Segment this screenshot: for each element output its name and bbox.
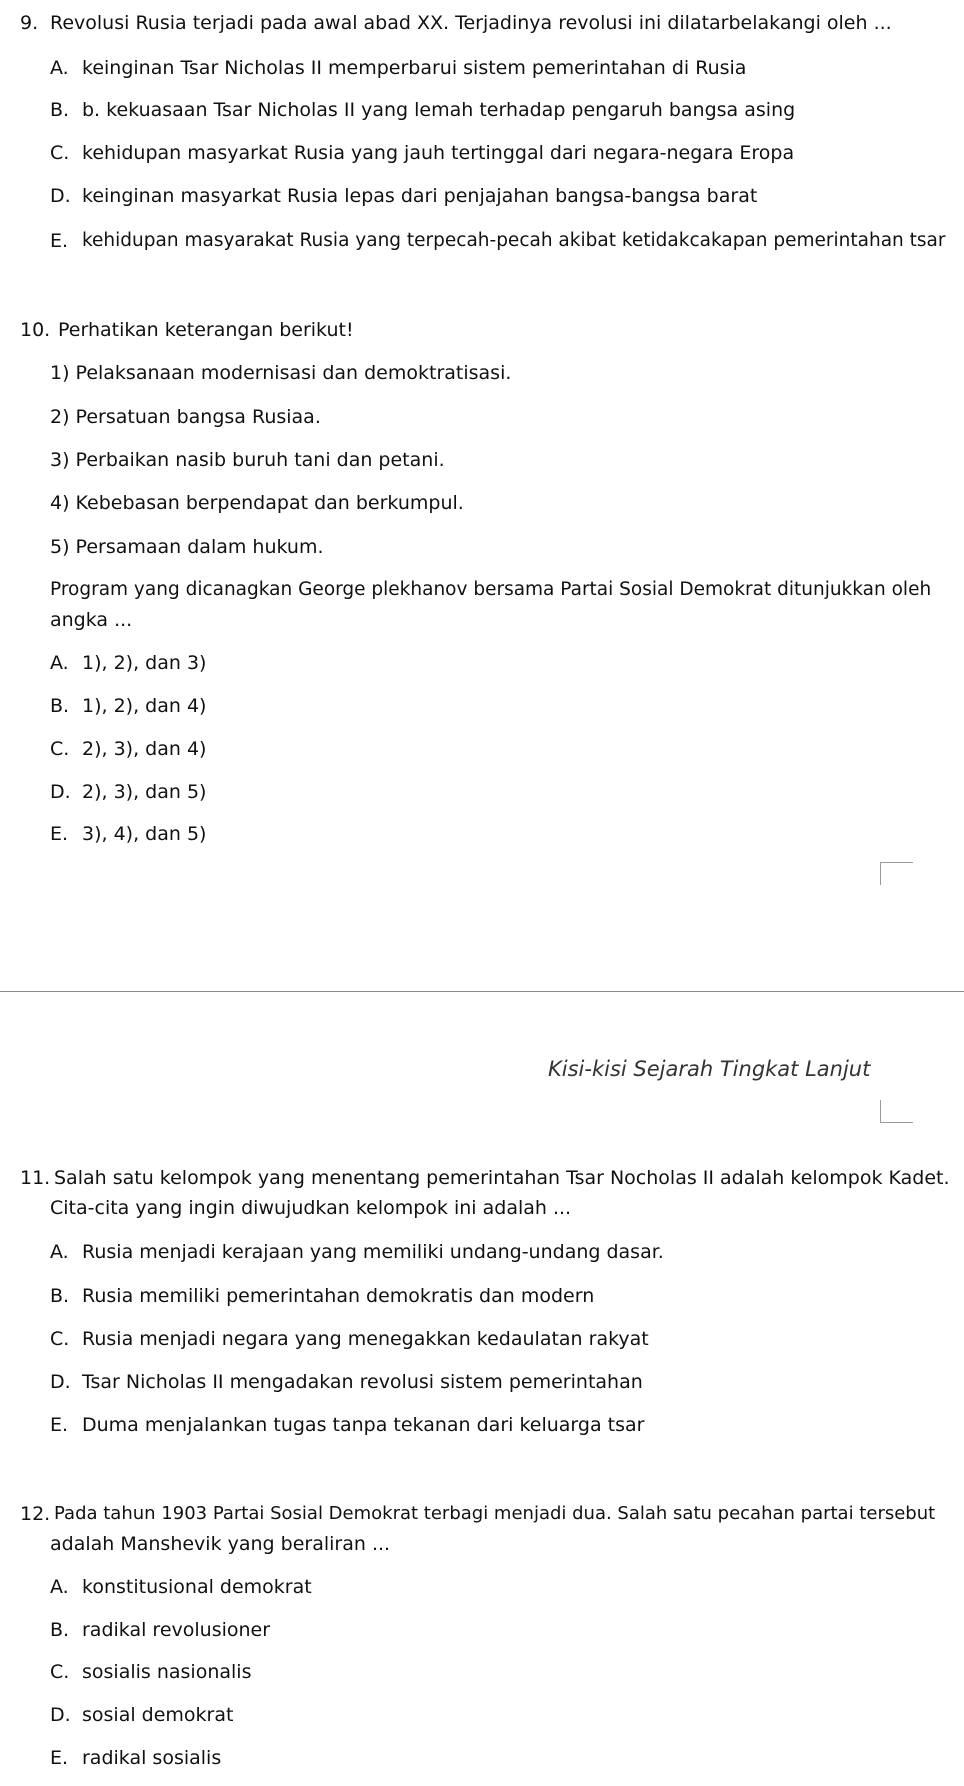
page-corner-mark-bottom (880, 1100, 913, 1123)
option-letter: D. (50, 185, 71, 207)
option-letter: E. (50, 1747, 69, 1769)
option-text: b. kekuasaan Tsar Nicholas II yang lemah terhadap pengaruh bangsa asing (82, 99, 796, 121)
question-stem: Salah satu kelompok yang menentang pemerintahan Tsar Nocholas II adalah kelompok Kadet. (54, 1167, 950, 1189)
option-letter: E. (50, 823, 69, 845)
option-text: sosialis nasionalis (82, 1661, 252, 1683)
option-letter: D. (50, 781, 71, 803)
question-stem: Revolusi Rusia terjadi pada awal abad XX. Terjadinya revolusi ini dilatarbelakangi oleh ... (50, 12, 892, 34)
statement-item: 2) Persatuan bangsa Rusiaa. (50, 406, 321, 428)
option-text: kehidupan masyarakat Rusia yang terpecah-pecah akibat ketidakcakapan pemerintahan tsar (82, 230, 946, 251)
question-stem: Perhatikan keterangan berikut! (58, 319, 354, 341)
page-header: Kisi-kisi Sejarah Tingkat Lanjut (548, 1057, 871, 1081)
question-stem: Pada tahun 1903 Partai Sosial Demokrat terbagi menjadi dua. Salah satu pecahan partai tersebut (54, 1503, 936, 1524)
option-text: kehidupan masyarkat Rusia yang jauh tertinggal dari negara-negara Eropa (82, 142, 795, 164)
option-text: 1), 2), dan 4) (82, 695, 207, 717)
page-divider (0, 991, 964, 992)
option-text: Rusia menjadi negara yang menegakkan kedaulatan rakyat (82, 1328, 649, 1350)
option-letter: E. (50, 230, 69, 252)
question-text: angka ... (50, 609, 133, 631)
option-letter: D. (50, 1371, 71, 1393)
option-letter: B. (50, 1285, 70, 1307)
statement-item: 3) Perbaikan nasib buruh tani dan petani. (50, 449, 445, 471)
option-letter: E. (50, 1414, 69, 1436)
option-text: 1), 2), dan 3) (82, 652, 207, 674)
option-letter: A. (50, 1576, 69, 1598)
option-letter: C. (50, 142, 70, 164)
question-number: 11. (20, 1167, 51, 1189)
option-text: 2), 3), dan 4) (82, 738, 207, 760)
question-text: Program yang dicanagkan George plekhanov bersama Partai Sosial Demokrat ditunjukkan oleh (50, 579, 932, 600)
option-text: keinginan masyarkat Rusia lepas dari penjajahan bangsa-bangsa barat (82, 185, 758, 207)
option-text: radikal sosialis (82, 1747, 222, 1769)
option-letter: C. (50, 1328, 70, 1350)
option-letter: B. (50, 1619, 70, 1641)
option-text: 3), 4), dan 5) (82, 823, 207, 845)
option-text: radikal revolusioner (82, 1619, 271, 1641)
option-text: 2), 3), dan 5) (82, 781, 207, 803)
option-text: Duma menjalankan tugas tanpa tekanan dari keluarga tsar (82, 1414, 645, 1436)
option-letter: A. (50, 652, 69, 674)
option-text: konstitusional demokrat (82, 1576, 312, 1598)
question-number: 9. (20, 12, 39, 34)
option-text: keinginan Tsar Nicholas II memperbarui sistem pemerintahan di Rusia (82, 57, 747, 79)
option-letter: C. (50, 738, 70, 760)
question-number: 10. (20, 319, 51, 341)
option-letter: B. (50, 99, 70, 121)
option-letter: A. (50, 57, 69, 79)
question-number: 12. (20, 1503, 51, 1525)
option-text: Tsar Nicholas II mengadakan revolusi sistem pemerintahan (82, 1371, 643, 1393)
option-letter: A. (50, 1241, 69, 1263)
question-stem: Cita-cita yang ingin diwujudkan kelompok ini adalah ... (50, 1197, 572, 1219)
statement-item: 5) Persamaan dalam hukum. (50, 536, 324, 558)
statement-item: 4) Kebebasan berpendapat dan berkumpul. (50, 492, 464, 514)
option-letter: B. (50, 695, 70, 717)
question-stem: adalah Manshevik yang beraliran ... (50, 1533, 391, 1555)
option-text: Rusia memiliki pemerintahan demokratis dan modern (82, 1285, 595, 1307)
option-letter: C. (50, 1661, 70, 1683)
option-text: sosial demokrat (82, 1704, 234, 1726)
page-corner-mark-top (880, 862, 913, 885)
option-text: Rusia menjadi kerajaan yang memiliki undang-undang dasar. (82, 1241, 664, 1263)
statement-item: 1) Pelaksanaan modernisasi dan demoktratisasi. (50, 362, 512, 384)
option-letter: D. (50, 1704, 71, 1726)
